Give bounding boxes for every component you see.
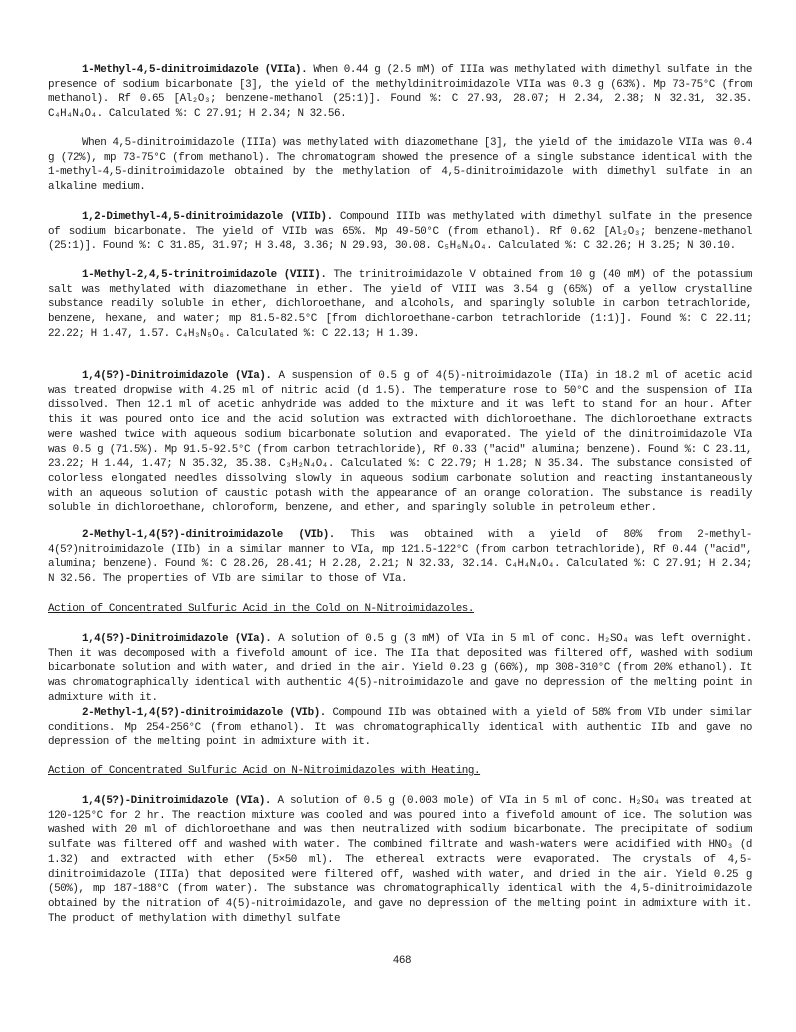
compound-title: 2-Methyl-1,4(5?)-dinitroimidazole (VIb). <box>82 707 326 719</box>
compound-title: 1,2-Dimethyl-4,5-dinitroimidazole (VIIb). <box>82 211 333 223</box>
paragraph-body: A solution of 0.5 g (3 mM) of VIa in 5 ml of conc. H₂SO₄ was left overnight. Then it was decomposed with a fivefold amount of ice. The IIa that deposited was filtered off, washed with sodium bicarbonate solution and with water, and dried in the air. Yield 0.23 g (66%), mp 308-310°C (from 20% ethanol). It was chromatographically identical with authentic 4(5)-nitroimidazole and gave no depression of the melting point in admixture with it. <box>48 633 752 704</box>
paragraph-body: A suspension of 0.5 g of 4(5)-nitroimidazole (IIa) in 18.2 ml of acetic acid was treated dropwise with 4.25 ml of nitric acid (d 1.5). The temperature rose to 50°C and the suspension of IIa dissolved. Then 12.1 ml of acetic anhydride was added to the mixture and it was left to stand for an hour. After this it was poured onto ice and the acid solution was extracted with dichloroethane. The dichloroethane extracts were washed twice with aqueous sodium bicarbonate solution and evaporated. The yield of the dinitroimidazole VIa was 0.5 g (71.5%). Mp 91.5-92.5°C (from carbon tetrachloride), Rf 0.33 ("acid" alumina; benzene). Found %: C 23.11, 23.22; H 1.44, 1.47; N 35.32, 35.38. C₃H₂N₄O₄. Calculated %: C 22.79; H 1.28; N 35.34. The substance consisted of colorless elongated needles dissolving slowly in aqueous sodium carbonate solution and reacting instantaneously with an aqueous solution of caustic potash with the appearance of an orange coloration. The substance is readily soluble in dichloroethane, chloroform, benzene, and ether, and sparingly soluble in petroleum ether. <box>48 370 752 515</box>
paragraph-via-heating <box>48 794 752 926</box>
paragraph-body: Compound IIIb was methylated with dimethyl sulfate in the presence of sodium bicarbonate. The yield of VIIb was 65%. Mp 49-50°C (from ethanol). Rf 0.62 [Al₂O₃; benzene-methanol (25:1)]. Found %: C 31.85, 31.97; H 3.48, 3.36; N 29.93, 30.08. C₅H₆N₄O₄. Calculated %: C 32.26; H 3.25; N 30.10. <box>48 211 752 253</box>
paragraph-body: This was obtained with a yield of 80% from 2-methyl-4(5?)nitroimidazole (IIb) in a similar manner to VIa, mp 121.5-122°C (from carbon tetrachloride), Rf 0.44 ("acid", alumina; benzene). Found %: C 28.26, 28.41; H 2.28, 2.21; N 32.33, 32.14. C₄H₄N₄O₄. Calculated %: C 27.91; H 2.34; N 32.56. The properties of VIb are similar to those of VIa. <box>48 529 752 586</box>
paragraph-viib <box>48 210 752 254</box>
compound-title: 1,4(5?)-Dinitroimidazole (VIa). <box>82 633 272 645</box>
compound-title: 2-Methyl-1,4(5?)-dinitroimidazole (VIb). <box>82 529 335 541</box>
paragraph-body: When 0.44 g (2.5 mM) of IIIa was methylated with dimethyl sulfate in the presence of sodium bicarbonate [3], the yield of the methyldinitroimidazole VIIa was 0.3 g (63%). Mp 73-75°C (from methanol). Rf 0.65 [Al₂O₃; benzene-methanol (25:1)]. Found %: C 27.93, 28.07; H 2.34, 2.38; N 32.31, 32.35. C₄H₄N₄O₄. Calculated %: C 27.91; H 2.34; N 32.56. <box>48 64 752 121</box>
paragraph-via-cold <box>48 632 752 706</box>
compound-title: 1,4(5?)-Dinitroimidazole (VIa). <box>82 370 272 382</box>
paragraph-body: When 4,5-dinitroimidazole (IIIa) was methylated with diazomethane [3], the yield of the imidazole VIIa was 0.4 g (72%), mp 73-75°C (from methanol). The chromatogram showed the presence of a single substance identical with the 1-methyl-4,5-dinitroimidazole obtained by the methylation of 4,5-dinitroimidazole with dimethyl sulfate in an alkaline medium. <box>48 137 752 194</box>
paragraph-viii <box>48 268 752 342</box>
section-heading-heating: Action of Concentrated Sulfuric Acid on N-Nitroimidazoles with Heating. <box>48 765 481 777</box>
paragraph-diazomethane-methylation <box>48 136 752 195</box>
section-heading-cold: Action of Concentrated Sulfuric Acid in the Cold on N-Nitroimidazoles. <box>48 603 474 615</box>
paragraph-vib <box>48 528 752 587</box>
compound-title: 1,4(5?)-Dinitroimidazole (VIa). <box>82 795 271 807</box>
paragraph-viia-methylation <box>48 63 752 122</box>
paragraph-body: The trinitroimidazole V obtained from 10 g (40 mM) of the potassium salt was methylated with diazomethane in ether. The yield of VIII was 3.54 g (65%) of a yellow crystalline substance readily soluble in ether, dichloroethane, and alcohols, and sparingly soluble in carbon tetrachloride, benzene, hexane, and water; mp 81.5-82.5°C [from dichloroethane-carbon tetrachloride (1:1)]. Found %: C 22.11; 22.22; H 1.47, 1.57. C₄H₃N₅O₆. Calculated %: C 22.13; H 1.39. <box>48 269 752 340</box>
paragraph-vib-cold <box>48 706 752 750</box>
page-number: 468 <box>392 955 412 967</box>
paragraph-body: A solution of 0.5 g (0.003 mole) of VIa in 5 ml of conc. H₂SO₄ was treated at 120-125°C for 2 hr. The reaction mixture was cooled and was poured into a fivefold amount of ice. The solution was washed with 20 ml of dichloroethane and was then neutralized with sodium bicarbonate. The precipitate of sodium sulfate was filtered off and washed with water. The combined filtrate and wash-waters were acidified with HNO₃ (d 1.32) and extracted with ether (5×50 ml). The ethereal extracts were evaporated. The crystals of 4,5-dinitroimidazole (IIIa) that deposited were filtered off, washed with water, and dried in the air. Yield 0.25 g (50%), mp 187-188°C (from water). The substance was chromatographically identical with the 4,5-dinitroimidazole obtained by the nitration of 4(5)-nitroimidazole, and gave no depression of the melting point in admixture with it. The product of methylation with dimethyl sulfate <box>48 795 752 925</box>
compound-title: 1-Methyl-4,5-dinitroimidazole (VIIa). <box>82 64 308 76</box>
paragraph-via <box>48 369 752 516</box>
compound-title: 1-Methyl-2,4,5-trinitroimidazole (VIII). <box>82 269 327 281</box>
paragraph-body: Compound IIb was obtained with a yield of 58% from VIb under similar conditions. Mp 254-256°C (from ethanol). It was chromatographically identical with authentic IIb and gave no depression of the melting point in admixture with it. <box>48 707 752 749</box>
